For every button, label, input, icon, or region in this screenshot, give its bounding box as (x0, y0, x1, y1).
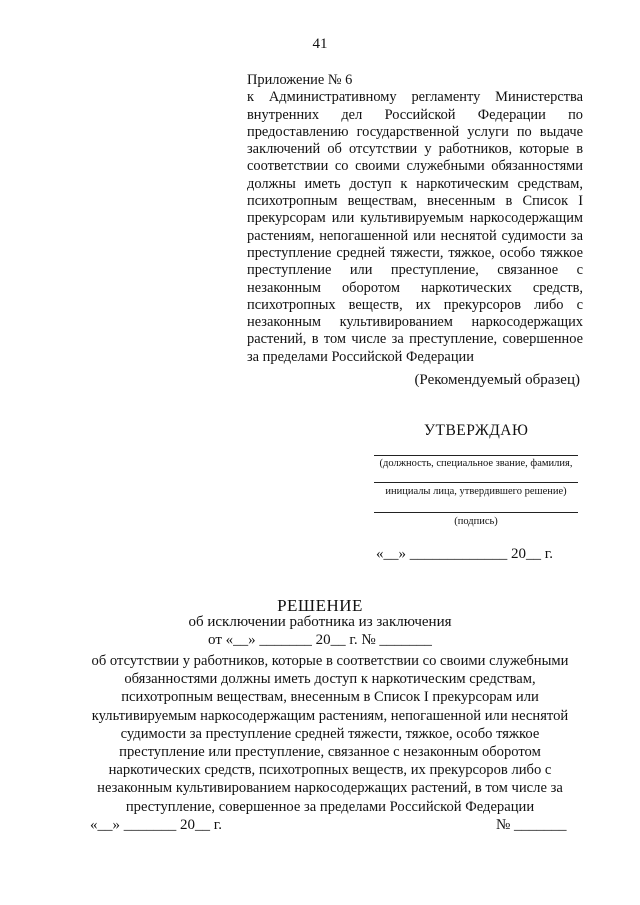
decision-description: об отсутствии у работников, которые в соответствии со своими служебными обязанностями должны иметь доступ к наркотическим средствам, психотропным веществам, внесенным в Список I прекурсорам или культивируемым наркосодержащим растениям, непогашенной или неснятой судимости за преступление средней тяжести, тяжкое, особо тяжкое преступление или преступление, связанное с незаконным оборотом наркотических средств, психотропных веществ, их прекурсоров либо с незаконным культивированием наркосодержащих растений, в том числе за преступление, совершенное за пределами Российской Федерации (91, 653, 569, 815)
approver-name-line (374, 482, 578, 483)
signature-caption: (подпись) (454, 516, 498, 527)
sample-label: (Рекомендуемый образец) (414, 372, 580, 388)
footer-number: № _______ (496, 817, 567, 833)
decision-date-line: от «__» _______ 20__ г. № _______ (208, 632, 432, 648)
footer-date: «__» _______ 20__ г. (90, 817, 222, 833)
approver-position-caption: (должность, специальное звание, фамилия, (379, 458, 573, 469)
appendix-title: Приложение № 6 (247, 72, 353, 88)
signature-line (374, 512, 578, 513)
decision-subtitle: об исключении работника из заключения (188, 614, 452, 630)
decision-title: РЕШЕНИЕ (277, 596, 363, 615)
approve-date: «__» _____________ 20__ г. (376, 546, 553, 562)
approve-heading: УТВЕРЖДАЮ (424, 422, 529, 439)
appendix-block (247, 72, 583, 366)
approver-name-caption: инициалы лица, утвердившего решение) (385, 486, 567, 497)
page-number: 41 (312, 36, 328, 52)
approver-position-line (374, 455, 578, 456)
appendix-text: к Административному регламенту Министерства внутренних дел Российской Федерации по предоставлению государственной услуги по выдаче заключений об отсутствии у работников, которые в соответствии со своими служебными обязанностями должны иметь доступ к наркотическим средствам, психотропным веществам, внесенным в Список I прекурсорам или культивируемым наркосодержащим растениям, непогашенной или неснятой судимости за преступление средней тяжести, тяжкое, особо тяжкое преступление или преступление, связанное с незаконным оборотом наркотических средств, психотропных веществ, их прекурсоров либо с незаконным культивированием наркосодержащих растений, в том числе за преступление, совершенное за пределами Российской Федерации (247, 89, 583, 365)
